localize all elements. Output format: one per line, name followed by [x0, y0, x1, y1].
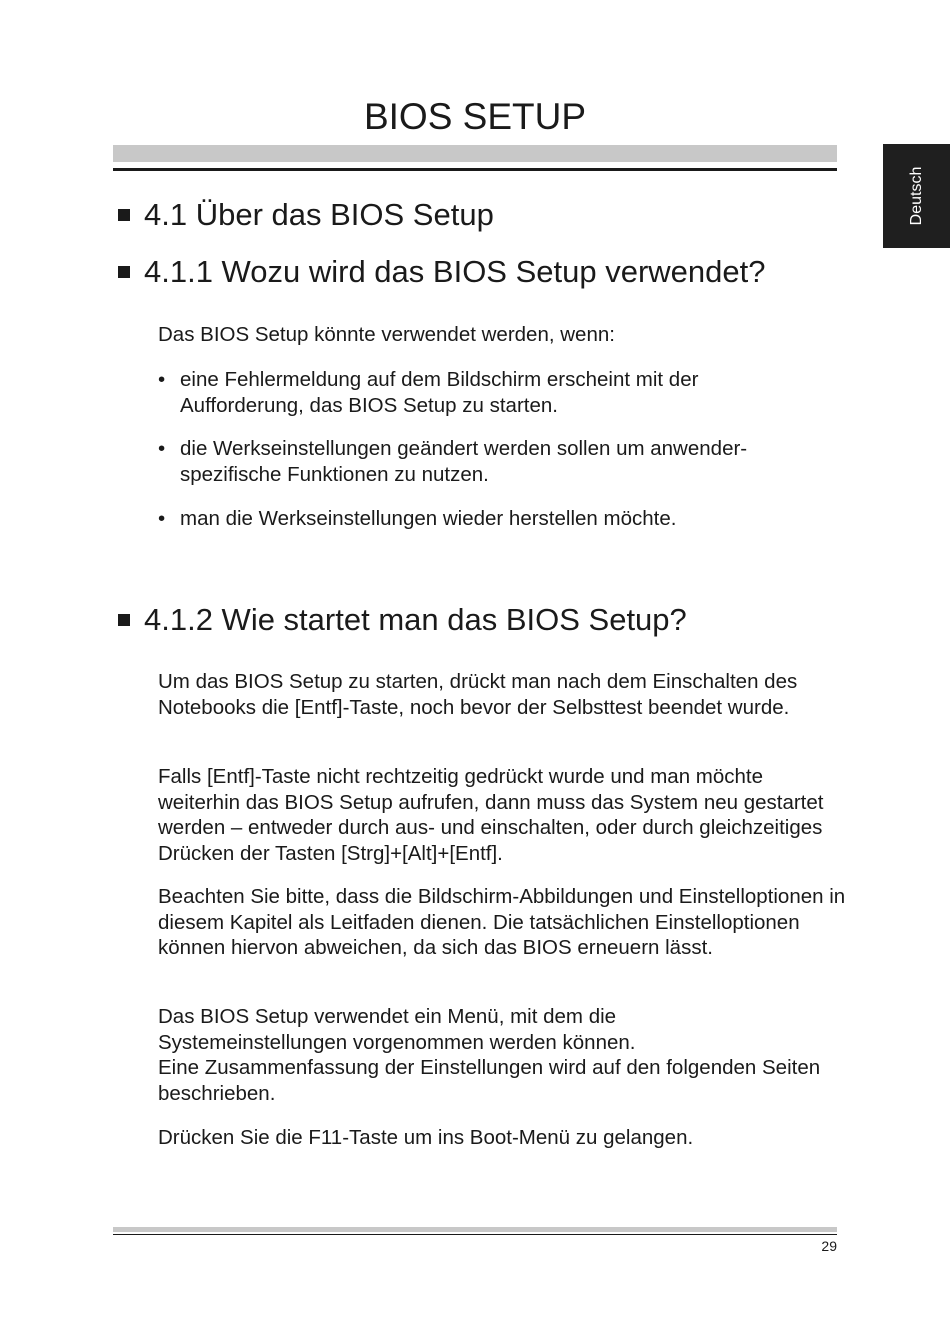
bullet-dot-icon: •: [158, 368, 166, 391]
heading-text: 4.1.1 Wozu wird das BIOS Setup verwendet?: [144, 254, 766, 289]
paragraph: Drücken Sie die F11-Taste um ins Boot-Menü zu gelangen.: [158, 1126, 694, 1149]
list-item-text: man die Werkseinstellungen wieder herstellen möchte.: [180, 507, 677, 530]
square-bullet-icon: [118, 209, 130, 221]
section-heading-4-1-2: [118, 601, 687, 639]
paragraph: Um das BIOS Setup zu starten, drückt man nach dem Einschalten des Notebooks die [Entf]-Taste, noch bevor der Selbsttest beendet wurde.: [158, 670, 798, 719]
list-item: [158, 367, 818, 418]
header-rule-black: [113, 168, 837, 171]
heading-text: 4.1.2 Wie startet man das BIOS Setup?: [144, 602, 687, 637]
bullet-dot-icon: •: [158, 437, 166, 460]
footer-rule-grey: [113, 1227, 837, 1232]
list-item: [158, 436, 818, 487]
paragraph: Beachten Sie bitte, dass die Bildschirm-Abbildungen und Einstelloptionen in diesem Kapitel als Leitfaden dienen. Die tatsächlichen Einstelloptionen können hiervon abweichen, da sich das BIOS erneuern lässt.: [158, 885, 846, 960]
page-title: BIOS SETUP: [363, 96, 587, 137]
list-item-text: die Werkseinstellungen geändert werden sollen um anwender-spezifische Funktionen zu nutzen.: [180, 437, 748, 486]
paragraph: Das BIOS Setup verwendet ein Menü, mit dem die: [158, 1005, 617, 1028]
footer-rule-black: [113, 1234, 837, 1235]
section-heading-4-1-1: [118, 253, 765, 291]
language-tab: [883, 144, 950, 248]
language-tab-label: Deutsch: [907, 166, 925, 226]
bullet-dot-icon: •: [158, 507, 166, 530]
list-item: [158, 506, 818, 532]
header-rule-grey: [113, 145, 837, 162]
intro-paragraph: Das BIOS Setup könnte verwendet werden, wenn:: [158, 323, 615, 346]
heading-text: 4.1 Über das BIOS Setup: [144, 197, 494, 232]
list-item-text: eine Fehlermeldung auf dem Bildschirm erscheint mit der Aufforderung, das BIOS Setup zu starten.: [180, 368, 699, 417]
section-heading-4-1: [118, 196, 494, 234]
paragraph: Eine Zusammenfassung der Einstellungen wird auf den folgenden Seiten beschrieben.: [158, 1056, 821, 1105]
paragraph: Systemeinstellungen vorgenommen werden können.: [158, 1031, 636, 1054]
page-number: 29: [821, 1238, 837, 1254]
paragraph: Falls [Entf]-Taste nicht rechtzeitig gedrückt wurde und man möchte weiterhin das BIOS Setup aufrufen, dann muss das System neu gestartet werden – entweder durch aus- und einschalten, oder durch gleichzeitiges Drücken der Tasten [Strg]+[Alt]+[Entf].: [158, 765, 824, 865]
square-bullet-icon: [118, 614, 130, 626]
square-bullet-icon: [118, 266, 130, 278]
